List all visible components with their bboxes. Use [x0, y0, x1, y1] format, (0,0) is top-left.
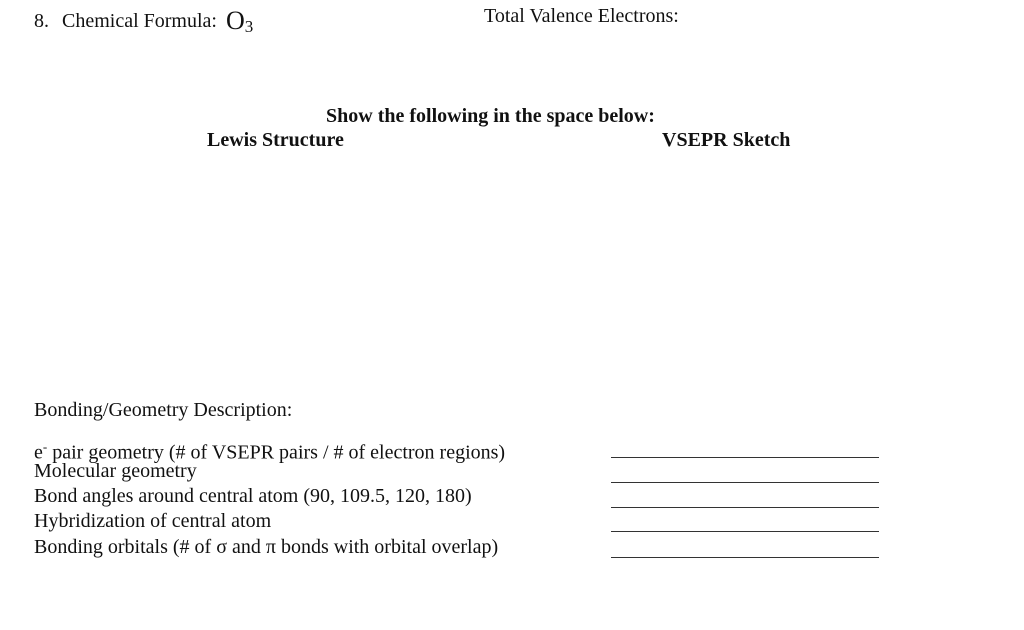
- instruction-heading: Show the following in the space below:: [326, 105, 655, 127]
- answer-line-bond-angles[interactable]: [611, 507, 879, 508]
- answer-line-bonding-orbitals[interactable]: [611, 557, 879, 558]
- question-header: [34, 4, 253, 35]
- chemical-formula: [226, 6, 253, 35]
- row-text: Bonding orbitals (# of σ and π bonds with orbital overlap): [34, 536, 499, 558]
- answer-line-hybridization[interactable]: [611, 531, 879, 532]
- description-row-bond-angles: [34, 484, 472, 509]
- answer-line-molecular-geometry[interactable]: [611, 482, 879, 483]
- formula-base: O: [225, 6, 245, 35]
- row-text: Molecular geometry: [34, 460, 197, 482]
- row-text: pair geometry (# of VSEPR pairs / # of electron regions): [47, 441, 506, 464]
- valence-electrons-label: Total Valence Electrons:: [484, 5, 679, 27]
- description-row-hybridization: [34, 509, 271, 534]
- formula-subscript: 3: [244, 17, 254, 36]
- vsepr-sketch-label: VSEPR Sketch: [662, 129, 791, 151]
- description-heading: Bonding/Geometry Description:: [34, 399, 293, 421]
- row-text: Bond angles around central atom (90, 109.5, 120, 180): [34, 485, 472, 507]
- lewis-structure-label: Lewis Structure: [207, 129, 344, 151]
- row-superscript: -: [42, 439, 48, 454]
- answer-line-epair[interactable]: [611, 457, 879, 458]
- question-number: 8.: [34, 10, 49, 32]
- row-prefix: e: [34, 441, 43, 464]
- formula-label: Chemical Formula:: [62, 10, 217, 32]
- row-text: Hybridization of central atom: [34, 510, 272, 532]
- description-row-bonding-orbitals: [34, 535, 498, 560]
- description-row-molecular-geometry: [34, 459, 197, 484]
